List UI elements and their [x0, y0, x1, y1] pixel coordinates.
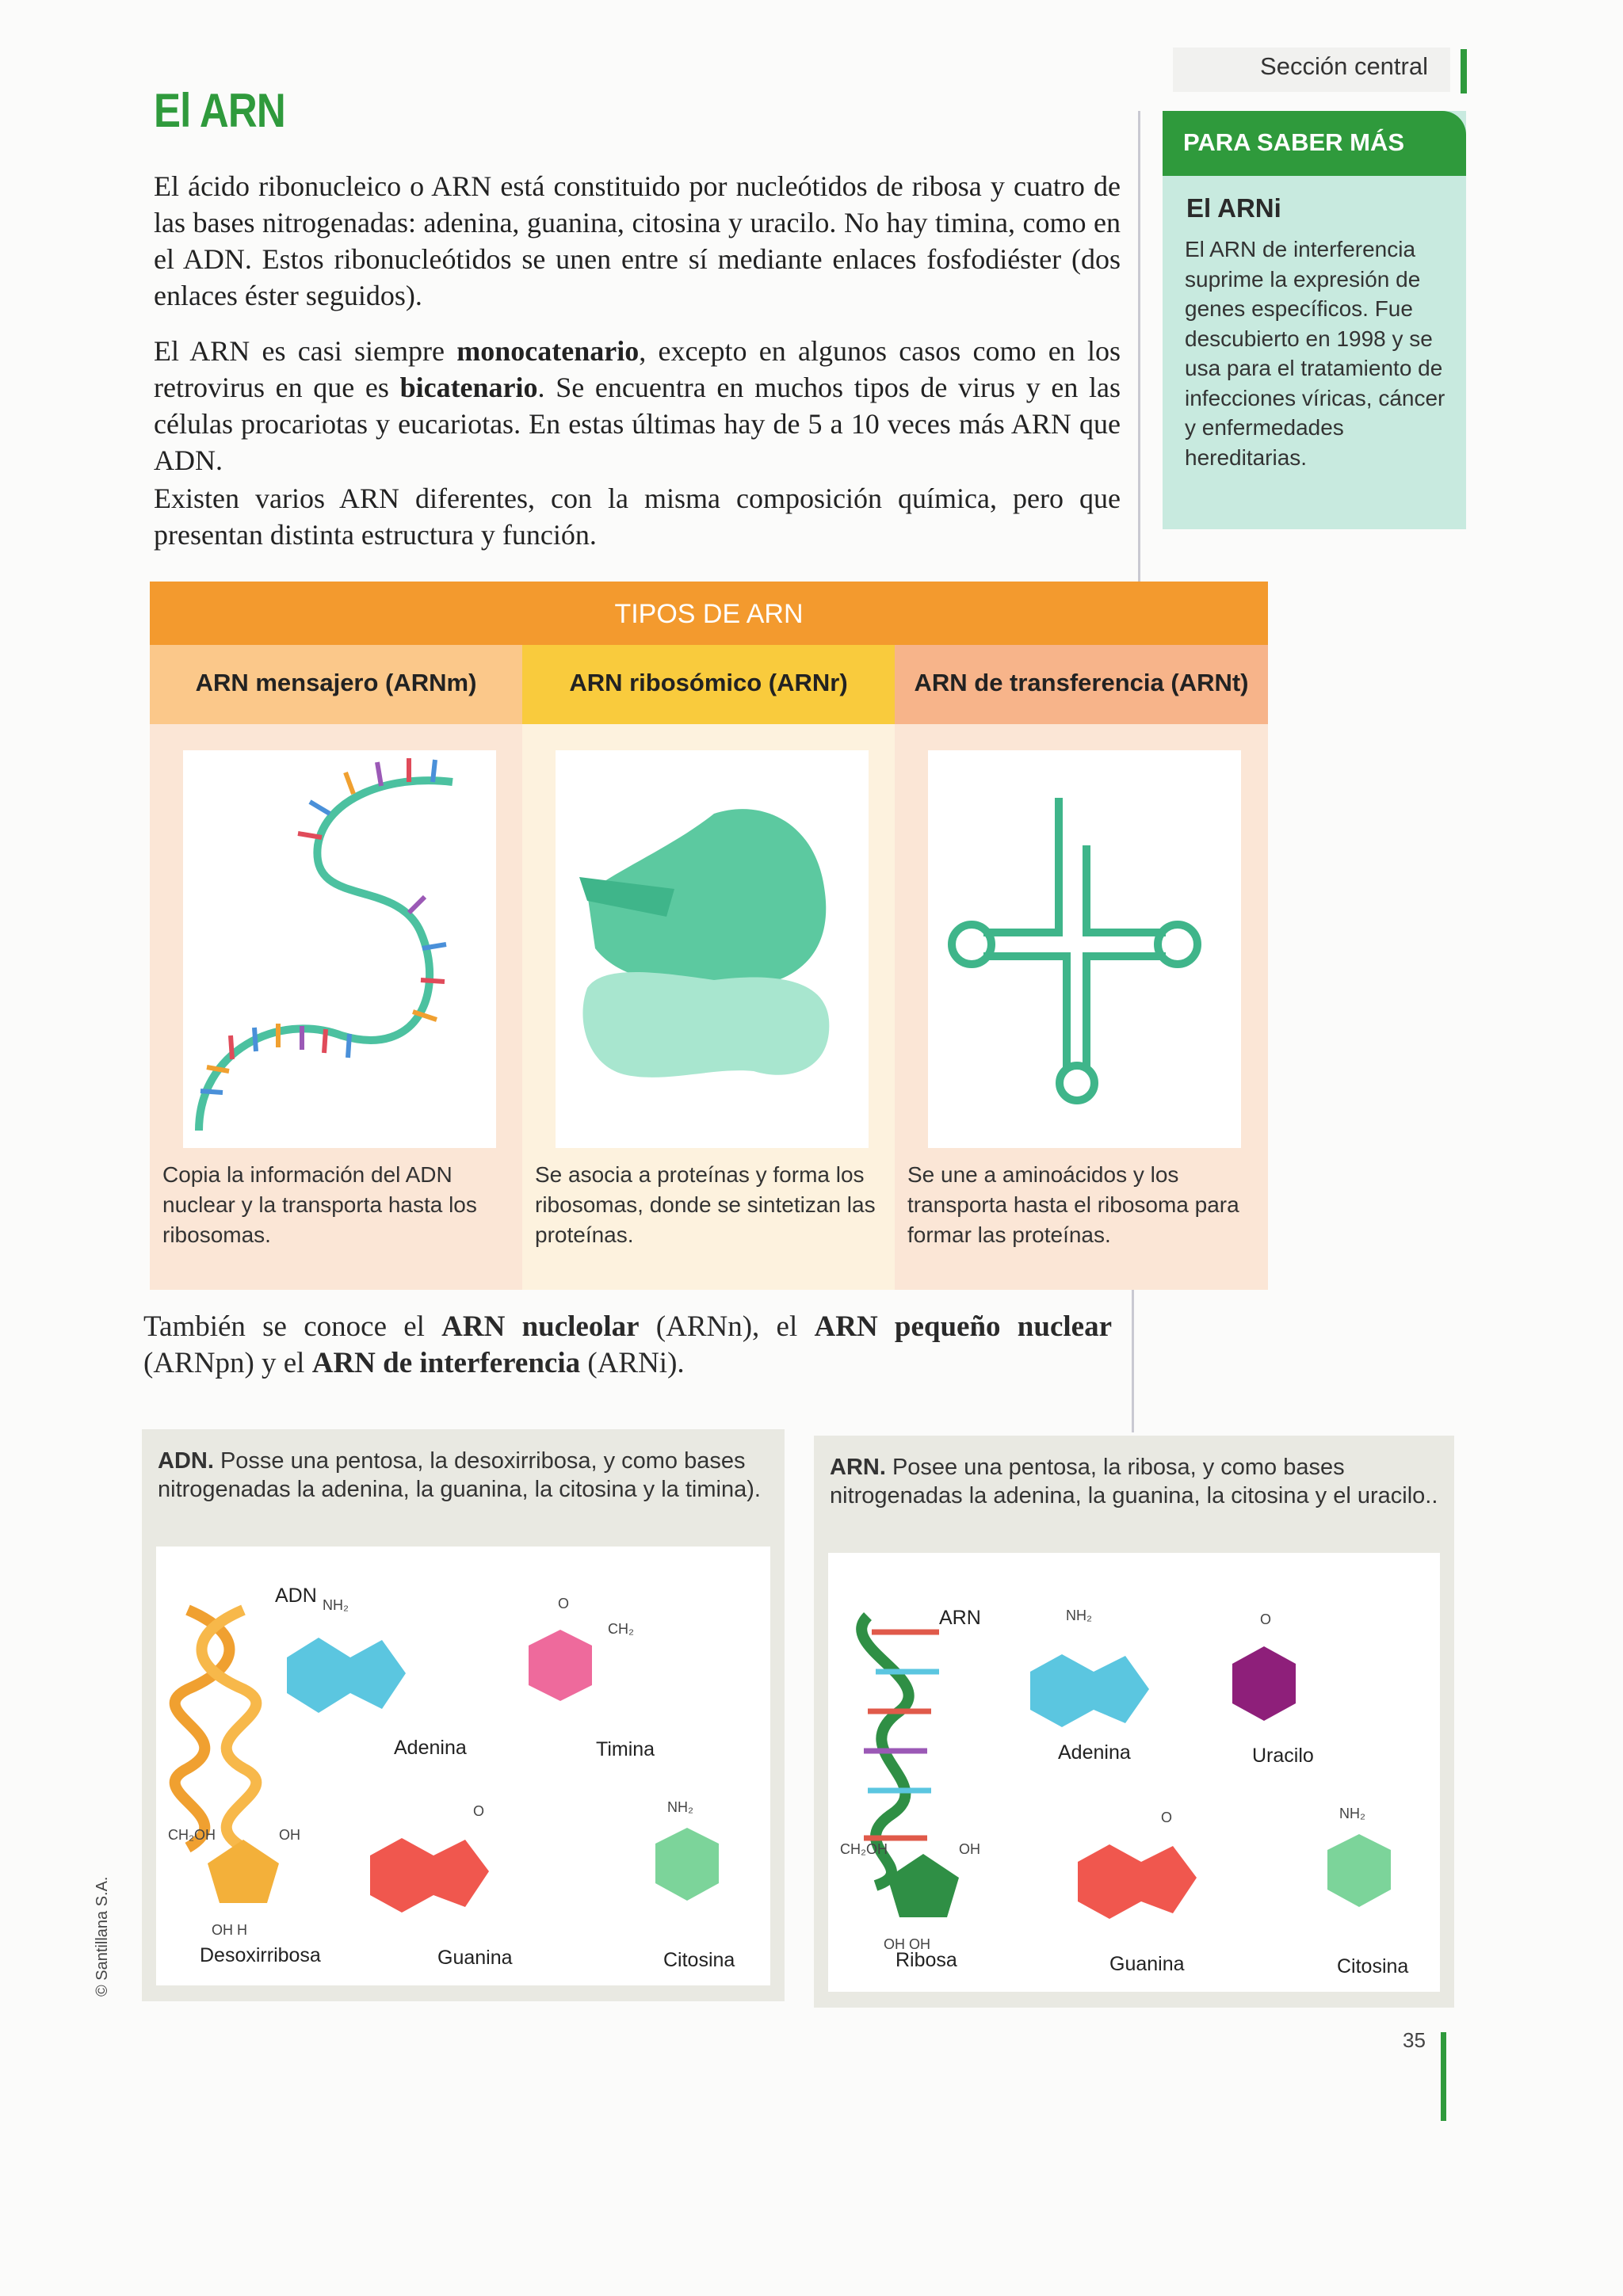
column-arnt: [895, 645, 1268, 1290]
label-desoxirribosa: Desoxirribosa: [200, 1944, 321, 1966]
dna-helix-icon: [175, 1610, 257, 1848]
column-arnm: [150, 645, 522, 1290]
column-caption: Se une a aminoácidos y los transporta hasta el ribosoma para formar las proteínas.: [907, 1162, 1239, 1247]
adn-diagram: [156, 1547, 770, 1985]
panel-text: [814, 1436, 1454, 1539]
intro-paragraph-2: [154, 333, 1121, 479]
panel-description: Posee una pentosa, la ribosa, y como bases nitrogenadas la adenina, la guanina, la citosina y el uracilo..: [830, 1455, 1438, 1508]
text: . Se encuentra en muchos tipos de virus y en las células procariotas y eucariotas. En estas últimas hay de 5 a 10 veces más ARN que ADN.: [154, 372, 1121, 476]
label-guanina: Guanina: [1109, 1953, 1185, 1975]
term-bicatenario: bicatenario: [399, 372, 538, 403]
text: (ARNpn) y el: [143, 1347, 312, 1379]
label-citosina: Citosina: [1337, 1955, 1409, 1978]
panel-lead: ARN.: [830, 1455, 886, 1480]
divider: [1138, 111, 1140, 586]
svg-text:NH₂: NH₂: [323, 1597, 349, 1613]
divider: [1132, 1290, 1134, 1432]
text: (ARNn), el: [639, 1310, 815, 1343]
term-monocatenario: monocatenario: [456, 335, 640, 367]
section-bar: [1461, 49, 1467, 93]
svg-text:CH₂: CH₂: [608, 1621, 634, 1637]
text: El ARN es casi siempre: [154, 335, 457, 367]
panel-description: Posse una pentosa, la desoxirribosa, y como bases nitrogenadas la adenina, la guanina, la citosina y la timina).: [158, 1448, 761, 1502]
label-adenina: Adenina: [394, 1737, 467, 1759]
para-saber-mas-box: [1163, 111, 1466, 529]
page-number: 35: [1403, 2028, 1426, 2052]
panel-text: [142, 1429, 785, 1532]
trna-illustration: [928, 750, 1241, 1148]
column-caption: Copia la información del ADN nuclear y la transporta hasta los ribosomas.: [162, 1162, 477, 1247]
tipos-arn-table: [150, 582, 1268, 1290]
column-header: ARN mensajero (ARNm): [150, 645, 522, 724]
svg-text:O: O: [473, 1803, 485, 1819]
table-title: TIPOS DE ARN: [150, 582, 1268, 645]
box-header: PARA SABER MÁS: [1163, 111, 1466, 176]
extra-paragraph: [143, 1309, 1112, 1382]
helix-label: ADN: [275, 1585, 317, 1607]
arn-diagram: [828, 1553, 1440, 1992]
text: También se conoce el: [143, 1310, 442, 1343]
mrna-illustration: [183, 750, 496, 1148]
intro-paragraph-3: Existen varios ARN diferentes, con la misma composición química, pero que presentan distinta estructura y función.: [154, 482, 1121, 551]
svg-text:OH H: OH H: [212, 1922, 247, 1938]
panel-lead: ADN.: [158, 1448, 214, 1474]
label-adenina: Adenina: [1058, 1741, 1131, 1764]
svg-text:O: O: [558, 1596, 570, 1611]
label-uracilo: Uracilo: [1252, 1745, 1314, 1767]
box-text: El ARN de interferencia suprime la expresión de genes específicos. Fue descubierto en 1998 y se usa para el tratamiento de infecciones víricas, cáncer y enfermedades hereditarias.: [1185, 237, 1445, 470]
svg-text:NH₂: NH₂: [667, 1799, 693, 1815]
svg-text:OH: OH: [279, 1827, 300, 1843]
column-header: ARN ribosómico (ARNr): [522, 645, 895, 724]
copyright: © Santillana S.A.: [94, 1876, 111, 1997]
section-label: Sección central: [1173, 48, 1450, 92]
text: (ARNi).: [580, 1347, 685, 1379]
box-subtitle: El ARNi: [1186, 193, 1281, 223]
svg-text:OH OH: OH OH: [884, 1936, 931, 1952]
svg-text:O: O: [1260, 1611, 1272, 1627]
term: ARN pequeño nuclear: [814, 1310, 1112, 1343]
column-header: ARN de transferencia (ARNt): [895, 645, 1268, 724]
label-citosina: Citosina: [663, 1949, 735, 1971]
term: ARN nucleolar: [441, 1310, 640, 1343]
arn-panel: [814, 1436, 1454, 2008]
ribosome-illustration: [556, 750, 869, 1148]
label-ribosa: Ribosa: [896, 1949, 957, 1971]
text: , excepto en algunos casos como en los retrovirus en que es: [154, 335, 1121, 403]
column-caption: Se asocia a proteínas y forma los ribosomas, donde se sintetizan las proteínas.: [535, 1162, 876, 1247]
svg-text:NH₂: NH₂: [1339, 1806, 1365, 1821]
helix-label: ARN: [939, 1607, 981, 1629]
label-guanina: Guanina: [437, 1947, 513, 1969]
svg-text:OH: OH: [959, 1841, 980, 1857]
page-title: El ARN: [154, 84, 285, 137]
label-timina: Timina: [596, 1738, 655, 1760]
column-arnr: [522, 645, 895, 1290]
intro-paragraph-1: El ácido ribonucleico o ARN está constituido por nucleótidos de ribosa y cuatro de las bases nitrogenadas: adenina, guanina, citosina y uracilo. No hay timina, como en el ADN. Estos ribonucleótidos se unen entre sí mediante enlaces fosfodiéster (dos enlaces éster seguidos).: [154, 170, 1121, 311]
svg-text:CH₂OH: CH₂OH: [168, 1827, 216, 1843]
svg-text:O: O: [1161, 1810, 1173, 1825]
page-bar: [1441, 2032, 1446, 2121]
term: ARN de interferencia: [311, 1347, 581, 1379]
svg-text:CH₂OH: CH₂OH: [840, 1841, 888, 1857]
adn-panel: [142, 1429, 785, 2001]
svg-text:NH₂: NH₂: [1066, 1608, 1092, 1623]
